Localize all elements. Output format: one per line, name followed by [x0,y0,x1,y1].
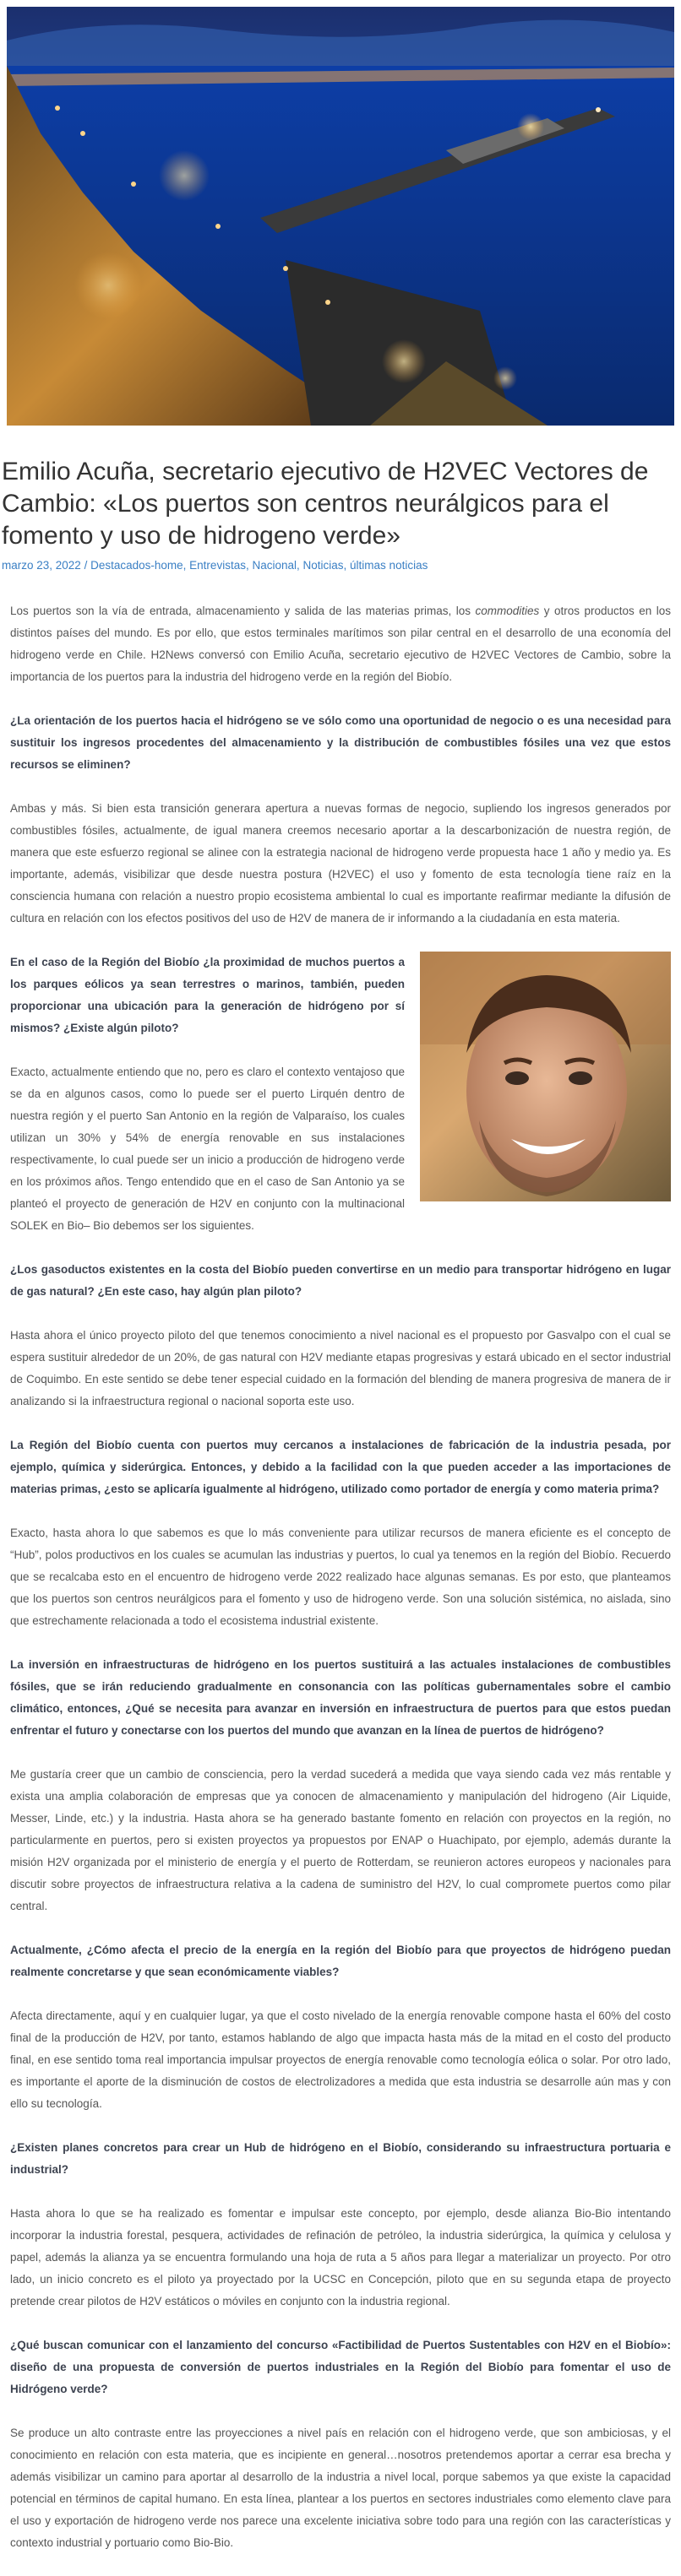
intro-emphasis: commodities [475,605,540,617]
post-date-link[interactable]: marzo 23, 2022 [2,559,81,572]
answer-1: Ambas y más. Si bien esta transición generara apertura a nuevas formas de negocio, supliendo los ingresos generados por combustibles fósiles, actualmente, de igual manera creemos necesario aportar a la descarbonización de nuestra región, de manera que este esfuerzo regional se alinee con la estrategia nacional de hidrogeno verde propuesta hace 1 año y medio ya. Es importante, además, visibilizar que desde nuestra postura (H2VEC) el uso y fomento de esta tecnología tiene raíz en la consciencia humana con relación a nuestro propio ecosistema ambiental lo cual es importante reafirmar mediante la difusión de cultura en relación con los efectos positivos del uso de H2V de manera de ir informando a la ciudadanía en esta materia. [10,802,671,925]
answer-2: Exacto, actualmente entiendo que no, pero es claro el contexto ventajoso que se da en algunos casos, como lo puede ser el puerto Lirquén dentro de nuestra región y el puerto San Antonio en la región de Valparaíso, los cuales utilizan un 30% y 54% de energía renovable en sus instalaciones respectivamente, lo cual puede ser un inicio a producción de hidrogeno verde en los próximos años. Tengo entendido que en el caso de San Antonio ya se planteó el proyecto de generación de H2V en conjunto con la multinacional SOLEK en Bio– Bio debemos ser los siguientes. [10,1066,405,1232]
hero-image [7,7,674,426]
category-link-nacional[interactable]: Nacional [252,559,297,572]
meta-separator: / [84,559,91,572]
question-1: ¿La orientación de los puertos hacia el hidrógeno se ve sólo como una oportunidad de negocio o es una necesidad para sustituir los ingresos procedentes del almacenamiento y la distribución de combustibles fósiles una vez que estos recursos se eliminen? [10,714,671,771]
interviewee-photo [420,952,671,1201]
question-2: En el caso de la Región del Biobío ¿la proximidad de muchos puertos a los parques eólicos ya sean terrestres o marinos, también, pueden proporcionar una ubicación para la generación de hidrógeno por sí mismos? ¿Existe algún piloto? [10,956,405,1034]
question-3: ¿Los gasoductos existentes en la costa del Biobío pueden convertirse en un medio para transportar hidrógeno en lugar de gas natural? ¿En este caso, hay algún plan piloto? [10,1263,671,1298]
answer-5: Me gustaría creer que un cambio de consciencia, pero la verdad sucederá a medida que vaya siendo cada vez más rentable y exista una amplia colaboración de empresas que ya conocen de almacenamiento y manipulación del hidrogeno (Air Liquide, Messer, Linde, etc.) y la industria. Hasta ahora se ha generado bastante fomento en relación con proyectos en la región, no particularmente en puertos, pero si existen proyectos ya propuestos por ENAP o Huachipato, por ejemplo, además durante la misión H2V organizada por el ministerio de energía y el puerto de Rotterdam, se reunieron actores europeos y nacionales para discutir sobre proyectos de infraestructura relativa a la cadena de suministro del H2V, lo cual compromete puertos como pilar central. [10,1768,671,1912]
article-body [10,572,671,2554]
portrait-image [420,952,671,1201]
question-7: ¿Existen planes concretos para crear un Hub de hidrógeno en el Biobío, considerando su infraestructura portuaria e industrial? [10,2141,671,2176]
intro-paragraph: Los puertos son la vía de entrada, almacenamiento y salida de las materias primas, los commodities y otros productos en los distintos países del mundo. Es por ello, que estos terminales marítimos son pilar central en el desarrollo de una economía del hidrogeno verde en Chile. H2News conversó con Emilio Acuña, secretario ejecutivo de H2VEC Vectores de Cambio, sobre la importancia de los puertos para la industria del hidrogeno verde en la región del Biobío. [10,605,671,683]
question-4: La Región del Biobío cuenta con puertos muy cercanos a instalaciones de fabricación de la industria pesada, por ejemplo, química y siderúrgica. Entonces, y debido a la facilidad con la que pueden acceder a las importaciones de materias primas, ¿esto se aplicaría igualmente al hidrógeno, utilizado como portador de energía y como materia prima? [10,1439,671,1495]
question-6: Actualmente, ¿Cómo afecta el precio de la energía en la región del Biobío para que proyectos de hidrógeno puedan realmente concretarse y que sean económicamente viables? [10,1944,671,1978]
category-link-destacados[interactable]: Destacados-home [90,559,183,572]
question-8: ¿Qué buscan comunicar con el lanzamiento del concurso «Factibilidad de Puertos Sustentables con H2V en el Biobío»: diseño de una propuesta de conversión de puertos industriales en la Región del Biobío para fomentar el uso de Hidrógeno verde? [10,2339,671,2395]
article-title: Emilio Acuña, secretario ejecutivo de H2VEC Vectores de Cambio: «Los puertos son centros neurálgicos para el fomento y uso de hidrogeno verde» [2,458,649,550]
answer-6: Afecta directamente, aquí y en cualquier lugar, ya que el costo nivelado de la energía renovable compone hasta el 60% del costo final de la producción de H2V, por tanto, estamos hablando de algo que impacta hasta más de la mitad en el costo del producto final, en ese sentido toma real importancia impulsar proyectos de energía renovable como tecnología eólica o solar. Por otro lado, es importante el aporte de la disminución de costos de electrolizadores a medida que esta industria se desarrolle aún mas y con ello su tecnología. [10,2009,671,2110]
answer-7: Hasta ahora lo que se ha realizado es fomentar e impulsar este concepto, por ejemplo, desde alianza Bio-Bio intentando incorporar la industria forestal, pesquera, actividades de refinación de petróleo, la industria siderúrgica, la química y celulosa y papel, además la alianza ya se encuentra formulando una hoja de ruta a 5 años para llegar a materializar un proyecto. Por otro lado, un inicio concreto es el piloto ya proyectado por la UCSC en Concepción, piloto que en su segunda etapa de proyecto pretende crear pilotos de H2V estáticos o móviles en conjunto con la industria regional. [10,2207,671,2308]
category-link-entrevistas[interactable]: Entrevistas [189,559,246,572]
port-night-photo [7,7,674,426]
answer-3: Hasta ahora el único proyecto piloto del que tenemos conocimiento a nivel nacional es el propuesto por Gasvalpo con el cual se espera sustituir alrededor de un 20%, de gas natural con H2V mediante etapas progresivas y estará ubicado en el sector industrial de Coquimbo. En este sentido se debe tener especial cuidado en la formación del blending de manera progresiva de manera de ir analizando si la infraestructura regional o nacional soporta este uso. [10,1329,671,1407]
answer-4: Exacto, hasta ahora lo que sabemos es que lo más conveniente para utilizar recursos de manera eficiente es el concepto de “Hub”, polos productivos en los cuales se acumulan las industrias y puertos, lo cual ya tenemos en la región del Biobío. Recuerdo que se recalcaba esto en el encuentro de hidrogeno verde 2022 realizado hace algunas semanas. Es por esto, que planteamos que los puertos son centros neurálgicos para el fomento y uso de hidrogeno verde. Son una solución sistémica, no aislada, sino que estrechamente relacionada a todo el ecosistema industrial existente. [10,1527,671,1627]
photo-section [10,952,671,1259]
question-5: La inversión en infraestructuras de hidrógeno en los puertos sustituirá a las actuales instalaciones de combustibles fósiles, que se irán reduciendo gradualmente en consonancia con las políticas gubernamentales sobre el cambio climático, entonces, ¿Qué se necesita para avanzar en inversión en infraestructura de puertos para que estos puedan enfrentar el futuro y conectarse con los puertos del mundo que avanzan en la línea de puertos de hidrógeno? [10,1658,671,1737]
post-meta: marzo 23, 2022 / Destacados-home, Entrevistas, Nacional, Noticias, últimas noticias [2,559,428,572]
answer-8: Se produce un alto contraste entre las proyecciones a nivel país en relación con el hidrogeno verde, que son ambiciosas, y el conocimiento en relación con esta materia, que es incipiente en general…nosotros pretendemos aportar a cerrar esa brecha y además visibilizar un camino para aportar al desarrollo de la industria a nivel local, porque sabemos ya que existe la capacidad potencial en términos de capital humano. En esta línea, plantear a los puertos en sectores industriales como elemento clave para el uso y exportación de hidrogeno verde nos parece una excelente iniciativa sobre todo para una región con las características y contexto industrial y portuario como Bio-Bio. [10,2427,671,2549]
category-link-ultimas-noticias[interactable]: últimas noticias [350,559,428,572]
category-link-noticias[interactable]: Noticias [302,559,344,572]
